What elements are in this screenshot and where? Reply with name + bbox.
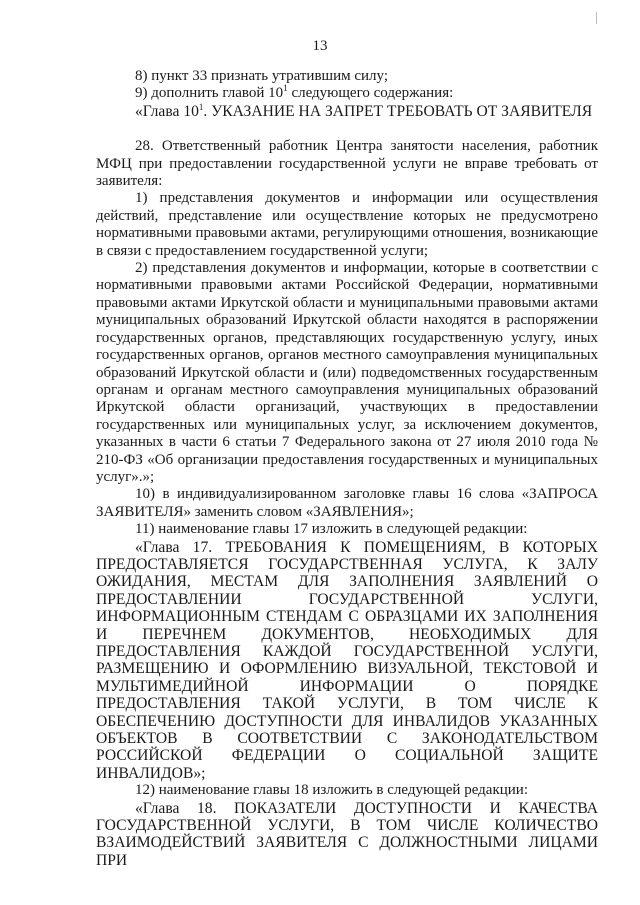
spacer [96, 120, 598, 138]
chapter-17-title: «Глава 17. ТРЕБОВАНИЯ К ПОМЕЩЕНИЯМ, В КОТОРЫХ ПРЕДОСТАВЛЯЕТСЯ ГОСУДАРСТВЕННАЯ УСЛУГА, К ЗАЛУ ОЖИДАНИЯ, МЕСТАМ ДЛЯ ЗАПОЛНЕНИЯ ЗАЯВЛЕНИЙ О ПРЕДОСТАВЛЕНИИ ГОСУДАРСТВЕННОЙ УСЛУГИ, ИНФОРМАЦИОННЫМ СТЕНДАМ С ОБРАЗЦАМИ ИХ ЗАПОЛНЕНИЯ И ПЕРЕЧНЕМ ДОКУМЕНТОВ, НЕОБХОДИМЫХ ДЛЯ ПРЕДОСТАВЛЕНИЯ КАЖДОЙ ГОСУДАРСТВЕННОЙ УСЛУГИ, РАЗМЕЩЕНИЮ И ОФОРМЛЕНИЮ ВИЗУАЛЬНОЙ, ТЕКСТОВОЙ И МУЛЬТИМЕДИЙНОЙ ИНФОРМАЦИИ О ПОРЯДКЕ ПРЕДОСТАВЛЕНИЯ ТАКОЙ УСЛУГИ, В ТОМ ЧИСЛЕ К ОБЕСПЕЧЕНИЮ ДОСТУПНОСТИ ДЛЯ ИНВАЛИДОВ УКАЗАННЫХ ОБЪЕКТОВ В СООТВЕТСТВИИ С ЗАКОНОДАТЕЛЬСТВОМ РОССИЙСКОЙ ФЕДЕРАЦИИ О СОЦИАЛЬНОЙ ЗАЩИТЕ ИНВАЛИДОВ»; [96, 538, 598, 782]
page-number: 13 [312, 38, 328, 54]
chapter-10-1-prefix: «Глава 10 [135, 102, 199, 120]
item-12: 12) наименование главы 18 изложить в следующей редакции: [135, 782, 528, 799]
item-11: 11) наименование главы 17 изложить в следующей редакции: [135, 521, 528, 538]
chapter-10-1-heading: . УКАЗАНИЕ НА ЗАПРЕТ ТРЕБОВАТЬ ОТ ЗАЯВИТЕЛЯ [203, 102, 593, 120]
item-8: 8) пункт 33 признать утратившим силу; [135, 68, 389, 84]
item-9 [96, 85, 598, 102]
document-body [96, 68, 598, 869]
chapter-10-1-title [96, 103, 598, 120]
item-9-sup: 1 [283, 83, 288, 94]
scan-mark [596, 12, 602, 24]
paragraph-28: 28. Ответственный работник Центра занятости населения, работник МФЦ при предоставлении государственной услуги не вправе требовать от заявителя: [96, 138, 598, 190]
item-9-text: 9) дополнить главой 10 [135, 85, 284, 102]
item-10: 10) в индивидуализированном заголовке главы 16 слова «ЗАПРОСА ЗАЯВИТЕЛЯ» заменить словом «ЗАЯВЛЕНИЯ»; [96, 486, 598, 520]
paragraph-28-1: 1) представления документов и информации или осуществления действий, представление или осуществление которых не предусмотрено нормативными правовыми актами, регулирующими отношения, возникающие в связи с предоставлением государственной услуги; [96, 190, 598, 259]
paragraph-28-2: 2) представления документов и информации, которые в соответствии с нормативными правовыми актами Российской Федерации, нормативными правовыми актами Иркутской области и муниципальными правовыми актами муниципальных образований Иркутской области находятся в распоряжении государственных органов, представляющих государственную услугу, иных государственных органов, органов местного самоуправления муниципальных образований Иркутской области и (или) подведомственных государственным органам и органам местного самоуправления муниципальных образований Иркутской области организаций, участвующих в предоставлении государственных или муниципальных услуг, за исключением документов, указанных в части 6 статьи 7 Федерального закона от 27 июля 2010 года № 210-ФЗ «Об организации предоставления государственных и муниципальных услуг».»; [96, 260, 598, 485]
chapter-10-1-sup: 1 [198, 101, 204, 112]
item-9-tail: следующего содержания: [287, 85, 454, 102]
chapter-18-title: «Глава 18. ПОКАЗАТЕЛИ ДОСТУПНОСТИ И КАЧЕСТВА ГОСУДАРСТВЕННОЙ УСЛУГИ, В ТОМ ЧИСЛЕ КОЛИЧЕСТВО ВЗАИМОДЕЙСТВИЙ ЗАЯВИТЕЛЯ С ДОЛЖНОСТНЫМИ ЛИЦАМИ ПРИ [96, 799, 598, 869]
